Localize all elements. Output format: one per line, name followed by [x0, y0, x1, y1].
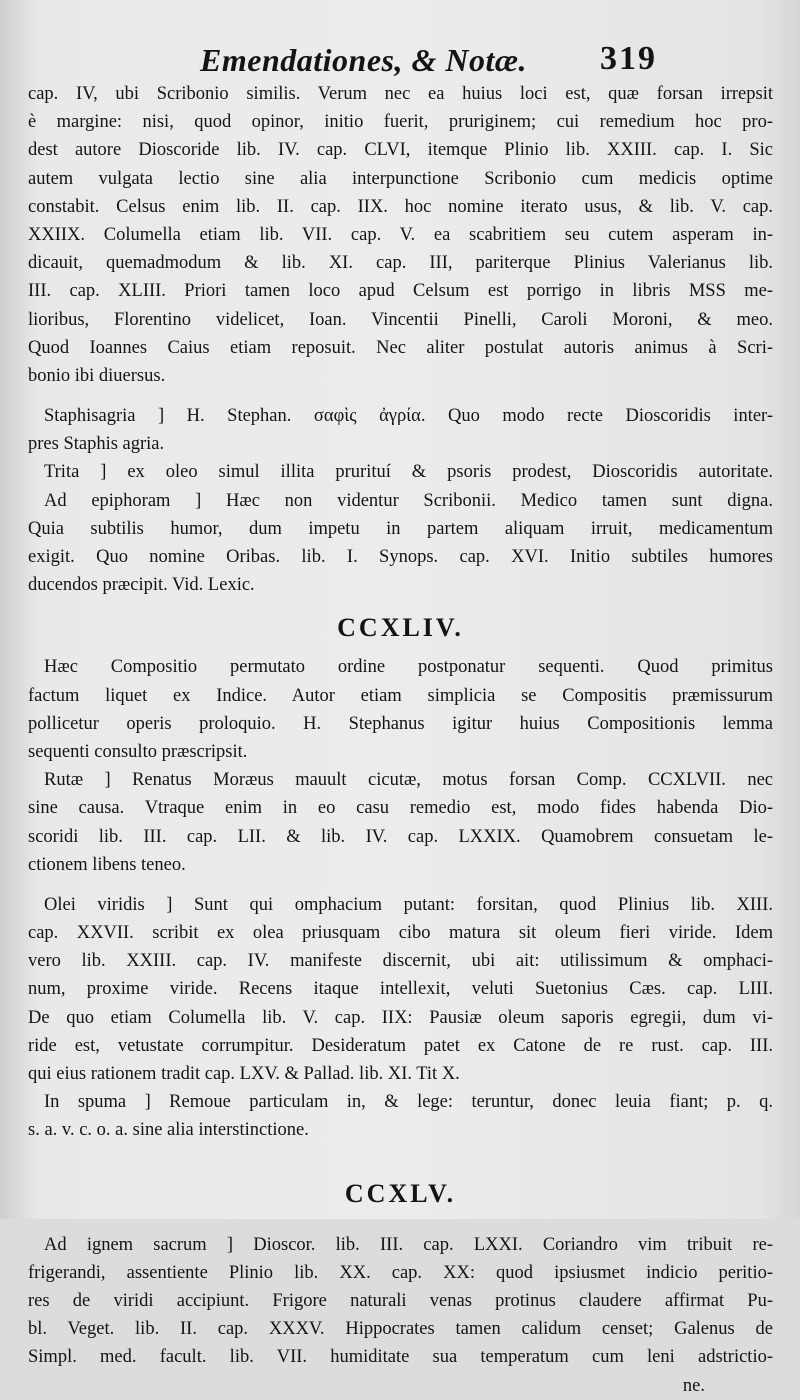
text-line: bl. Veget. lib. II. cap. XXXV. Hippocrates tamen calidum censet; Galenus de: [28, 1319, 773, 1340]
text-line: III. cap. XLIII. Priori tamen loco apud Celsum est porrigo in libris MSS me-: [28, 281, 773, 302]
page-body: [28, 80, 773, 1400]
text-line: Rutæ ] Renatus Moræus mauult cicutæ, motus forsan Comp. CCXLVII. nec: [44, 770, 773, 791]
text-line: lioribus, Florentino videlicet, Ioan. Vincentii Pinelli, Caroli Moroni, & meo.: [28, 309, 773, 330]
spacer: [28, 1219, 773, 1231]
spacer: [28, 390, 773, 402]
text-line: autem vulgata lectio sine alia interpunctione Scribonio cum medicis optime: [28, 168, 773, 189]
text-line: Hæc Compositio permutato ordine postponatur sequenti. Quod primitus: [44, 657, 773, 678]
section-heading: CCXLIV.: [337, 613, 464, 643]
text-line: sine causa. Vtraque enim in eo casu remedio est, modo fides habenda Dio-: [28, 798, 773, 819]
text-line: XXIIX. Columella etiam lib. VII. cap. V. ea scabritiem seu cutem asperam in-: [28, 224, 773, 245]
text-line: ride est, vetustate corrumpitur. Desideratum patet ex Catone de re rust. cap. III.: [28, 1035, 773, 1056]
text-line: De quo etiam Columella lib. V. cap. IIX: Pausiæ oleum saporis egregii, dum vi-: [28, 1007, 773, 1028]
text-line: cap. XXVII. scribit ex olea priusquam cibo matura sit oleum fieri viride. Idem: [28, 923, 773, 944]
section-heading: CCXLV.: [344, 1178, 457, 1208]
text-line: è margine: nisi, quod opinor, initio fuerit, pruriginem; cui remedium hoc pro-: [28, 112, 773, 133]
page-number: 319: [600, 40, 657, 77]
text-line: num, proxime viride. Recens itaque intellexit, veluti Suetonius Cæs. cap. LIII.: [28, 979, 773, 1000]
text-line: vero lib. XXIII. cap. IV. manifeste discernit, ubi ait: utilissimum & omphaci-: [28, 951, 773, 972]
text-line: cap. IV, ubi Scribonio similis. Verum nec ea huius loci est, quæ forsan irrepsit: [28, 84, 773, 104]
text-line: bonio ibi diuersus.: [28, 365, 166, 386]
spacer: [28, 879, 773, 891]
text-line: constabit. Celsus enim lib. II. cap. IIX. hoc nomine iterato usus, & lib. V. cap.: [28, 196, 773, 217]
text-line: Trita ] ex oleo simul illita prurituí & psoris prodest, Dioscoridis autoritate.: [44, 462, 773, 483]
text-line: ne.: [682, 1375, 705, 1396]
text-line: Olei viridis ] Sunt qui omphacium putant: forsitan, quod Plinius lib. XIII.: [44, 894, 773, 915]
text-line: In spuma ] Remoue particulam in, & lege: teruntur, donec leuia fiant; p. q.: [44, 1092, 773, 1113]
text-line: dest autore Dioscoride lib. IV. cap. CLVI, itemque Plinio lib. XXIII. cap. I. Sic: [28, 140, 773, 161]
text-line: Ad epiphoram ] Hæc non videntur Scribonii. Medico tamen sunt digna.: [44, 490, 773, 511]
text-line: ctionem libens teneo.: [28, 854, 186, 875]
text-line: factum liquet ex Indice. Autor etiam simplicia se Compositis præmissurum: [28, 685, 773, 706]
spacer: [28, 1145, 773, 1165]
text-line: dicauit, quemadmodum & lib. XI. cap. III, pariterque Plinius Valerianus lib.: [28, 253, 773, 274]
text-line: exigit. Quo nomine Oribas. lib. I. Synops. cap. XVI. Initio subtiles humores: [28, 547, 773, 567]
text-line: scoridi lib. III. cap. LII. & lib. IV. cap. LXXIX. Quamobrem consuetam le-: [28, 826, 773, 847]
text-line: Ad ignem sacrum ] Dioscor. lib. III. cap. LXXI. Coriandro vim tribuit re-: [44, 1234, 773, 1255]
text-line: s. a. v. c. o. a. sine alia interstinctione.: [28, 1120, 309, 1141]
text-line: ducendos præcipit. Vid. Lexic.: [28, 575, 255, 596]
text-line: Staphisagria ] H. Stephan. σαφὶς ἀγρία. Quo modo recte Dioscoridis inter-: [44, 406, 773, 427]
text-line: Quod Ioannes Caius etiam reposuit. Nec aliter postulat autoris animus à Scri-: [28, 337, 773, 358]
text-line: sequenti consulto præscripsit.: [28, 741, 248, 762]
text-line: frigerandi, assentiente Plinio lib. XX. cap. XX: quod ipsiusmet indicio peritio-: [28, 1262, 773, 1283]
text-line: Simpl. med. facult. lib. VII. humiditate sua temperatum cum leni adstrictio-: [28, 1347, 773, 1368]
text-line: Quia subtilis humor, dum impetu in partem aliquam irruit, medicamentum: [28, 518, 773, 539]
text-line: pres Staphis agria.: [28, 434, 165, 455]
running-title: Emendationes, & Notæ.: [200, 42, 527, 78]
text-line: pollicetur operis proloquio. H. Stephanus igitur huius Compositionis lemma: [28, 713, 773, 734]
text-line: res de viridi accipiunt. Frigore naturali venas protinus claudere affirmat Pu-: [28, 1290, 773, 1311]
text-line: qui eius rationem tradit cap. LXV. & Pallad. lib. XI. Tit X.: [28, 1064, 460, 1084]
